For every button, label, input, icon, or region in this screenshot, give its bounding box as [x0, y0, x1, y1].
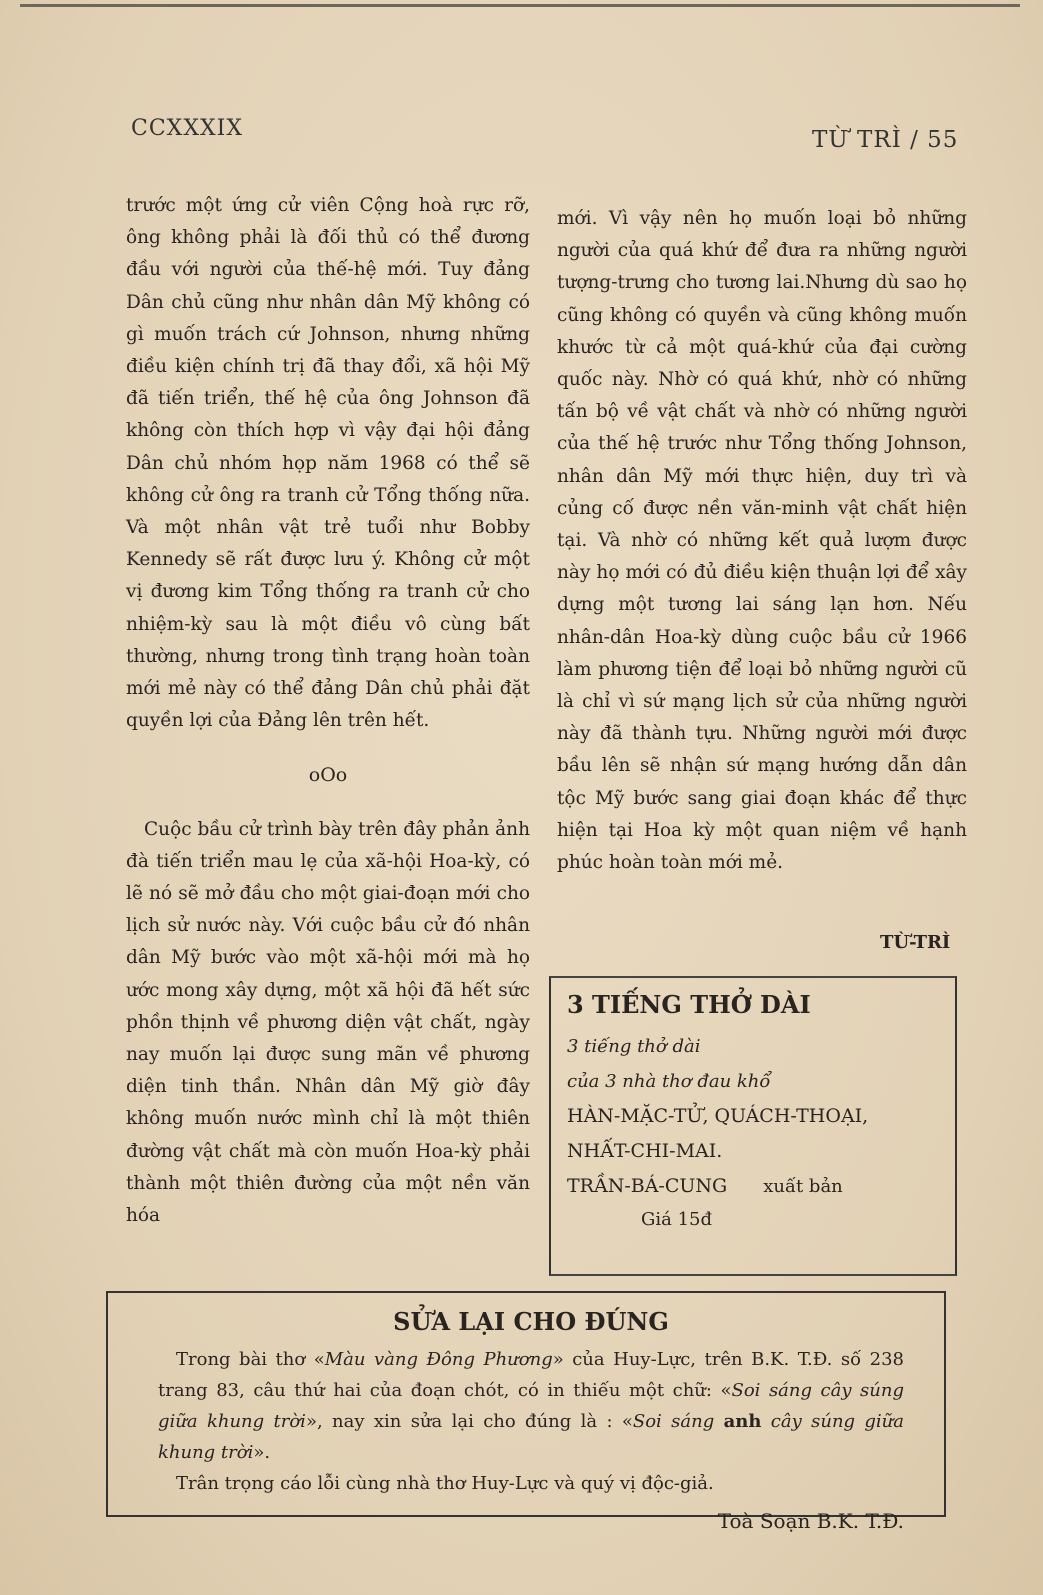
- article-paragraph: mới. Vì vậy nên họ muốn loại bỏ những người của quá khứ để đưa ra những người tượng-trưng cho tương lai.Nhưng dù sao họ cũng không có quyền và cũng không muốn khước từ cả một quá-khứ của đại cường quốc này. Nhờ có quá khứ, nhờ có những tấn bộ về vật chất và nhờ có những người của thế hệ trước như Tổng thống Johnson, nhân dân Mỹ mới thực hiện, duy trì và củng cố được nền văn-minh vật chất hiện tại. Và nhờ có những kết quả lượm được này họ mới có đủ điều kiện thuận lợi để xây dựng một tương lai sáng lạn hơn. Nếu nhân-dân Hoa-kỳ dùng cuộc bầu cử 1966 làm phương tiện để loại bỏ những người cũ là chỉ vì sứ mạng lịch sử của những người này đã thành tựu. Những người mới được bầu lên sẽ nhận sứ mạng hướng dẫn dân tộc Mỹ bước sang giai đoạn khác để thực hiện tại Hoa kỳ một quan niệm về hạnh phúc hoàn toàn mới mẻ.: [557, 208, 967, 874]
- ad-title: 3 TIẾNG THỞ DÀI: [567, 990, 811, 1019]
- correction-text: Trong bài thơ «Màu vàng Đông Phương» của Huy-Lực, trên B.K. T.Đ. số 238 trang 83, câu thứ hai của đoạn chót, có in thiếu một chữ: «Soi sáng cây súng giữa khung trời», nay xin sửa lại cho đúng là : «Soi sáng anh cây súng giữa khung trời».: [158, 1349, 905, 1463]
- article-paragraph: trước một ứng cử viên Cộng hoà rực rỡ, ông không phải là đối thủ có thể đương đầu với người của thế-hệ mới. Tuy đảng Dân chủ cũng như nhân dân Mỹ không có gì muốn trách cứ Johnson, nhưng những điều kiện chính trị đã thay đổi, xã hội Mỹ đã tiến triển, thế hệ của ông Johnson đã không còn thích hợp vì vậy đại hội đảng Dân chủ nhóm họp năm 1968 có thể sẽ không cử ông ra tranh cử Tổng thống nữa. Và một nhân vật trẻ tuổi như Bobby Kennedy sẽ rất được lưu ý. Không cử một vị đương kim Tổng thống ra tranh cử cho nhiệm-kỳ sau là một điều vô cùng bất thường, nhưng trong tình trạng hoàn toàn mới mẻ này có thể đảng Dân chủ phải đặt quyền lợi của Đảng lên trên hết.: [126, 195, 530, 732]
- ad-subtitle: của 3 nhà thơ đau khổ: [567, 1071, 771, 1092]
- author-signature: TỪ-TRÌ: [880, 932, 951, 953]
- ad-poets: HÀN-MẶC-TỬ, QUÁCH-THOẠI,: [567, 1105, 869, 1127]
- right-column: [557, 203, 967, 879]
- section-separator: oOo: [308, 764, 348, 787]
- page-top-edge: [20, 4, 1020, 7]
- ad-price: Giá 15đ: [641, 1209, 713, 1230]
- poem-title: Màu vàng Đông Phương: [324, 1349, 553, 1370]
- ad-publisher: TRẦN-BÁ-CUNG: [567, 1175, 728, 1197]
- page-label: TỪ TRÌ / 55: [812, 127, 959, 153]
- article-paragraph: Cuộc bầu cử trình bày trên đây phản ảnh đà tiến triển mau lẹ của xã-hội Hoa-kỳ, có lẽ nó sẽ mở đầu cho một giai-đoạn mới cho lịch sử nước này. Với cuộc bầu cử đó nhân dân Mỹ bước vào một xã-hội mới mà họ ước mong xây dựng, một xã hội đã hết sức phồn thịnh về phương diện vật chất, ngày nay muốn lại được sung mãn về phương diện tinh thần. Nhân dân Mỹ giờ đây không muốn nước mình chỉ là một thiên đường vật chất mà còn muốn Hoa-kỳ phải thành một thiên đường của một nền văn hóa: [126, 818, 530, 1227]
- book-advertisement: [549, 976, 957, 1276]
- correction-title: SỬA LẠI CHO ĐÚNG: [393, 1307, 669, 1336]
- correction-signature: Toà Soạn B.K. T.Đ.: [717, 1509, 904, 1533]
- left-column: [126, 190, 530, 1232]
- corrected-line: Soi sáng: [632, 1411, 724, 1432]
- correction-apology: Trân trọng cáo lỗi cùng nhà thơ Huy-Lực và quý vị độc-giả.: [176, 1473, 714, 1494]
- ad-subtitle: 3 tiếng thở dài: [567, 1036, 701, 1057]
- ad-publisher-line: [567, 1169, 939, 1204]
- wrong-line: Soi sáng cây súng giữa khung trời: [158, 1380, 904, 1432]
- section-number: CCXXXIX: [131, 116, 244, 141]
- ad-poets: NHẤT-CHI-MAI.: [567, 1140, 723, 1162]
- correction-notice: [106, 1291, 946, 1533]
- ad-publish-label: xuất bản: [763, 1176, 843, 1197]
- corrected-word: anh: [723, 1411, 762, 1432]
